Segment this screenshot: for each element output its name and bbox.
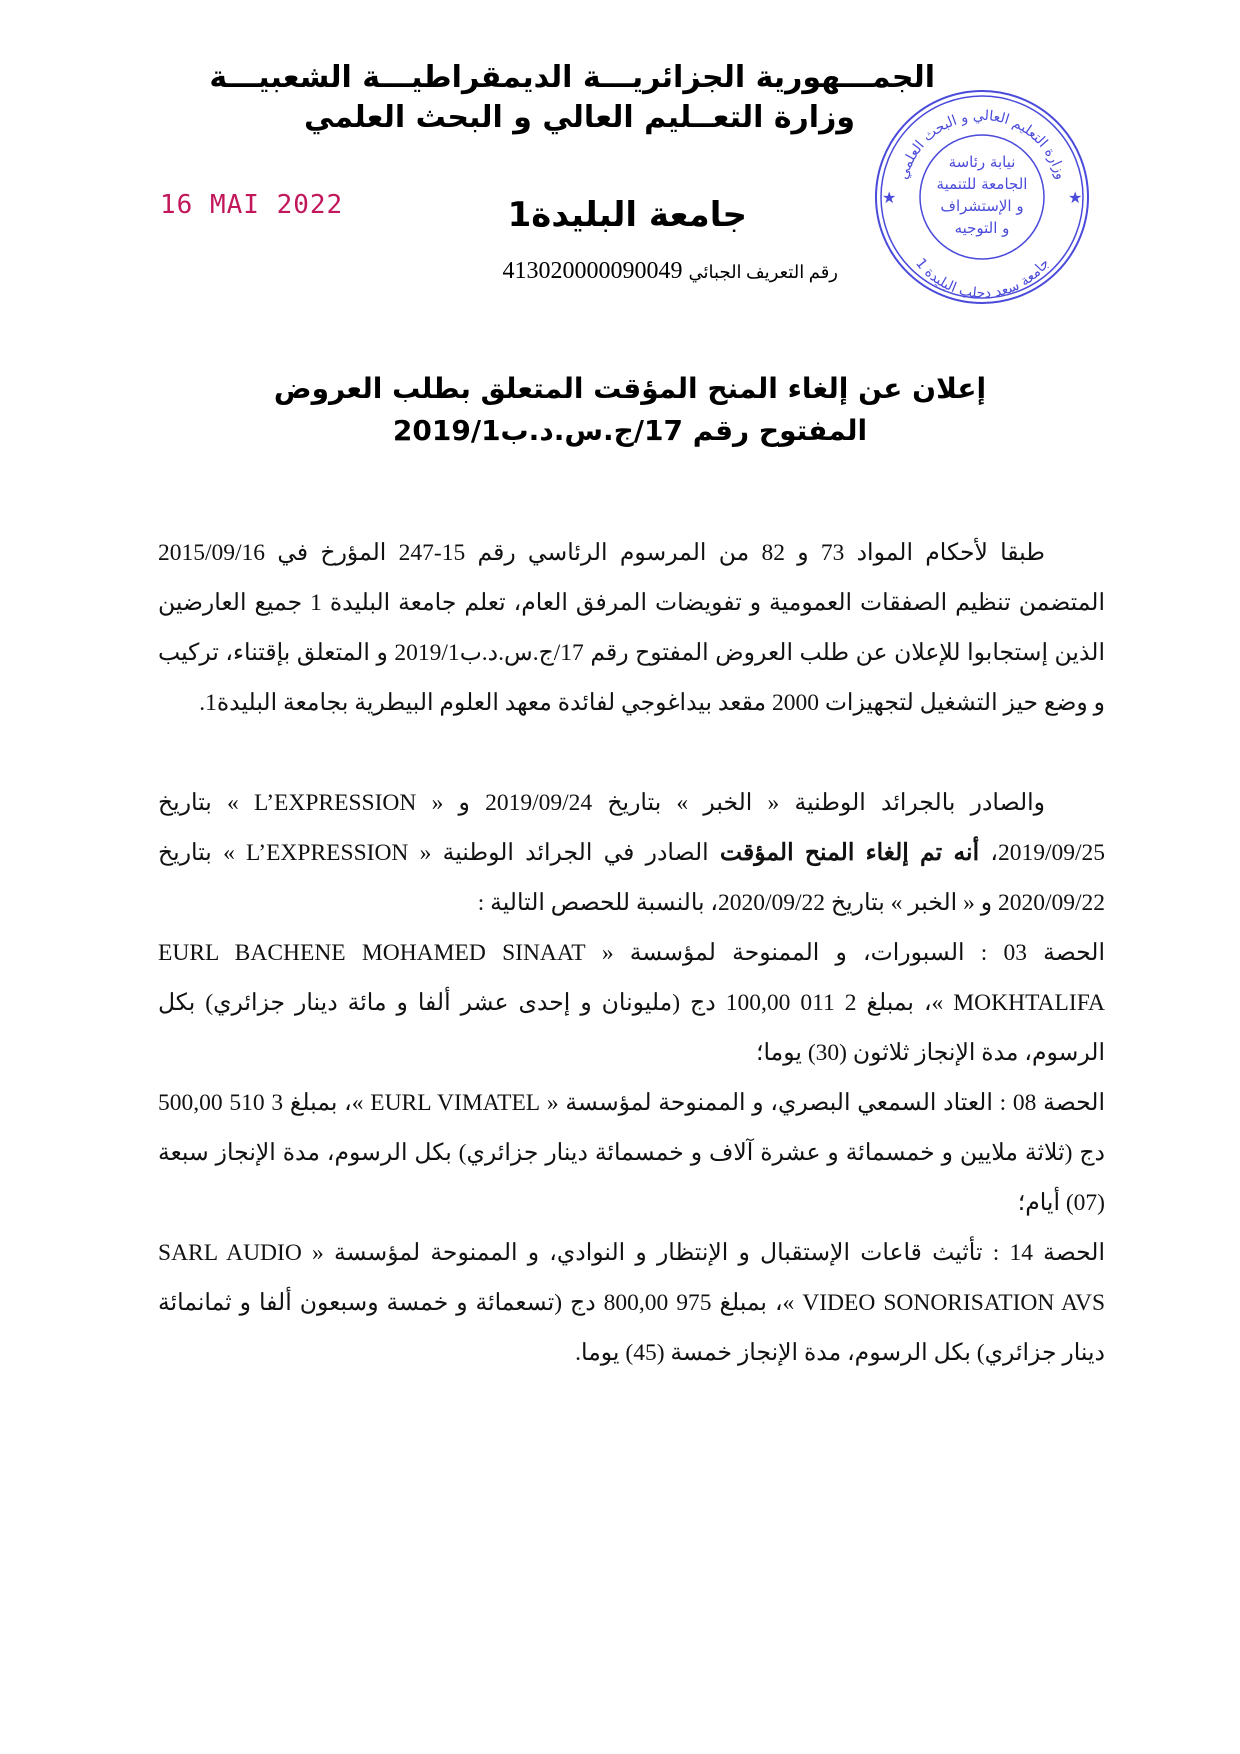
body-paragraph-2	[158, 778, 1105, 1378]
lot-08-text: الحصة 08 : العتاد السمعي البصري، و الممنوحة لمؤسسة « EURL VIMATEL »، بمبلغ 3 510 500,00 دج (ثلاثة ملايين و خمسمائة و عشرة آلاف و خمسمائة دينار جزائري) بكل الرسوم، مدة الإنجاز سبعة (07) أيام؛	[158, 1090, 1105, 1216]
seal-inner-line: الجامعة للتنمية	[936, 175, 1028, 193]
announcement-title-line-2: المفتوح رقم 17/ج.س.د.ب2019/1	[392, 414, 868, 447]
tax-id-line	[503, 258, 838, 285]
lot-14-text: الحصة 14 : تأثيث قاعات الإستقبال و الإنتظار و النوادي، و الممنوحة لمؤسسة « SARL AUDIO VIDEO SONORISATION AVS »، بمبلغ 975 800,00 دج (تسعمائة و خمسة وسبعون ألفا و ثمانمائة دينار جزائري) بكل الرسوم، مدة الإنجاز خمسة (45) يوما.	[158, 1240, 1106, 1366]
official-seal	[870, 85, 1095, 310]
announcement-title-line-1: إعلان عن إلغاء المنح المؤقت المتعلق بطلب العروض	[273, 372, 987, 405]
legal-basis-text: طبقا لأحكام المواد 73 و 82 من المرسوم الرئاسي رقم 15-247 المؤرخ في 2015/09/16 المتضمن تنظيم الصفقات العمومية و تفويضات المرفق العام، تعلم جامعة البليدة 1 جميع العارضين الذين إستجابوا للإعلان عن طلب العروض المفتوح رقم 17/ج.س.د.ب2019/1 و المتعلق بإقتناء، تركيب و وضع حيز التشغيل لتجهيزات 2000 مقعد بيداغوجي لفائدة معهد العلوم البيطرية بجامعة البليدة1.	[158, 540, 1105, 716]
date-stamp: 16 MAI 2022	[160, 190, 344, 220]
republic-heading: الجمـــهورية الجزائريـــة الديمقراطيـــة الشعبيـــة	[209, 60, 935, 95]
seal-inner-line: و الإستشراف	[940, 197, 1024, 215]
seal-star-icon: ★	[1068, 188, 1083, 207]
seal-bottom-text: جامعة سعد دحلب البليدة 1	[912, 255, 1053, 302]
tax-id-label: رقم التعريف الجبائي	[688, 262, 838, 282]
cancellation-bold-text: أنه تم إلغاء المنح المؤقت	[719, 840, 980, 866]
university-name: جامعة البليدة1	[507, 195, 747, 235]
cancellation-detail-text: الصادر في الجرائد الوطنية « L’EXPRESSION » بتاريخ 2020/09/22 و « الخبر » بتاريخ 2020/09/22، بالنسبة للحصص التالية :	[158, 840, 1105, 916]
seal-star-icon: ★	[882, 188, 897, 207]
ministry-heading: وزارة التعــليم العالي و البحث العلمي	[303, 100, 855, 135]
cancellation-text	[158, 778, 1105, 928]
tax-id-value: 413020000090049	[502, 258, 683, 284]
seal-outer-text: وزارة التعليم العالي و البحث العلمي	[895, 107, 1069, 182]
seal-inner-line: و التوجيه	[954, 219, 1010, 237]
seal-inner-line: نيابة رئاسة	[948, 153, 1016, 171]
lot-03-text: الحصة 03 : السبورات، و الممنوحة لمؤسسة « EURL BACHENE MOHAMED SINAAT MOKHTALIFA »، بمبلغ 2 011 100,00 دج (مليونان و إحدى عشر ألفا و مائة دينار جزائري) بكل الرسوم، مدة الإنجاز ثلاثون (30) يوما؛	[158, 940, 1106, 1066]
body-paragraph-1	[158, 528, 1105, 728]
publication-text: والصادر بالجرائد الوطنية « الخبر » بتاريخ 2019/09/24 و « L’EXPRESSION » بتاريخ 2019/09/25،	[158, 790, 1105, 866]
